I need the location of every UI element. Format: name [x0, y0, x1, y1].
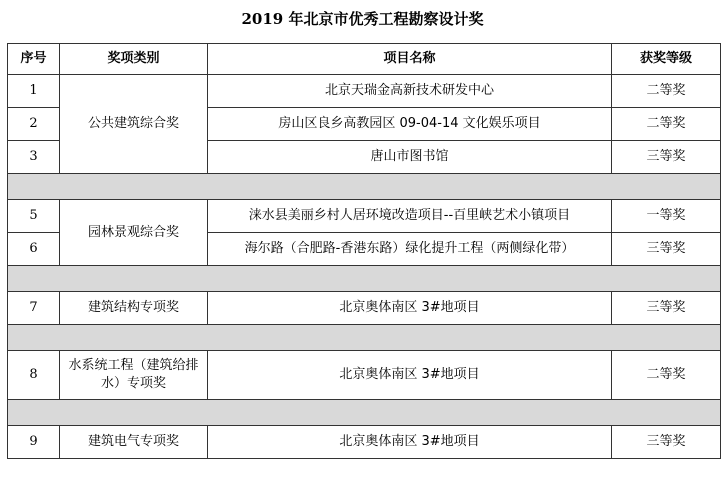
awards-table [7, 43, 721, 459]
row-level: 一等奖 [612, 200, 721, 233]
table-row [8, 426, 721, 459]
row-no: 6 [8, 233, 60, 266]
row-project: 北京奥体南区 3#地项目 [208, 292, 612, 325]
header-category: 奖项类别 [60, 44, 208, 75]
separator-row [8, 266, 721, 292]
row-no: 7 [8, 292, 60, 325]
row-level: 三等奖 [612, 292, 721, 325]
row-no: 9 [8, 426, 60, 459]
row-no: 3 [8, 141, 60, 174]
row-category: 建筑电气专项奖 [60, 426, 208, 459]
separator-row [8, 174, 721, 200]
row-level: 三等奖 [612, 141, 721, 174]
table-header-row [8, 44, 721, 75]
row-project: 唐山市图书馆 [208, 141, 612, 174]
table-row [8, 200, 721, 233]
row-project: 房山区良乡高教园区 09-04-14 文化娱乐项目 [208, 108, 612, 141]
table-row [8, 292, 721, 325]
table-row [8, 75, 721, 108]
row-no: 8 [8, 351, 60, 400]
row-project: 涞水县美丽乡村人居环境改造项目--百里峡艺术小镇项目 [208, 200, 612, 233]
table-row [8, 351, 721, 400]
row-level: 三等奖 [612, 233, 721, 266]
row-level: 二等奖 [612, 351, 721, 400]
row-category: 水系统工程（建筑给排水）专项奖 [60, 351, 208, 400]
row-level: 三等奖 [612, 426, 721, 459]
row-no: 5 [8, 200, 60, 233]
page-title: 2019 年北京市优秀工程勘察设计奖 [241, 10, 484, 28]
row-no: 1 [8, 75, 60, 108]
header-project: 项目名称 [208, 44, 612, 75]
row-project: 海尔路（合肥路-香港东路）绿化提升工程（两侧绿化带） [208, 233, 612, 266]
header-level: 获奖等级 [612, 44, 721, 75]
row-category: 园林景观综合奖 [60, 200, 208, 266]
separator-row [8, 325, 721, 351]
row-category: 建筑结构专项奖 [60, 292, 208, 325]
row-project: 北京天瑞金高新技术研发中心 [208, 75, 612, 108]
row-project: 北京奥体南区 3#地项目 [208, 351, 612, 400]
row-category: 公共建筑综合奖 [60, 75, 208, 174]
separator-row [8, 400, 721, 426]
row-level: 二等奖 [612, 108, 721, 141]
header-no: 序号 [8, 44, 60, 75]
row-level: 二等奖 [612, 75, 721, 108]
row-no: 2 [8, 108, 60, 141]
row-project: 北京奥体南区 3#地项目 [208, 426, 612, 459]
